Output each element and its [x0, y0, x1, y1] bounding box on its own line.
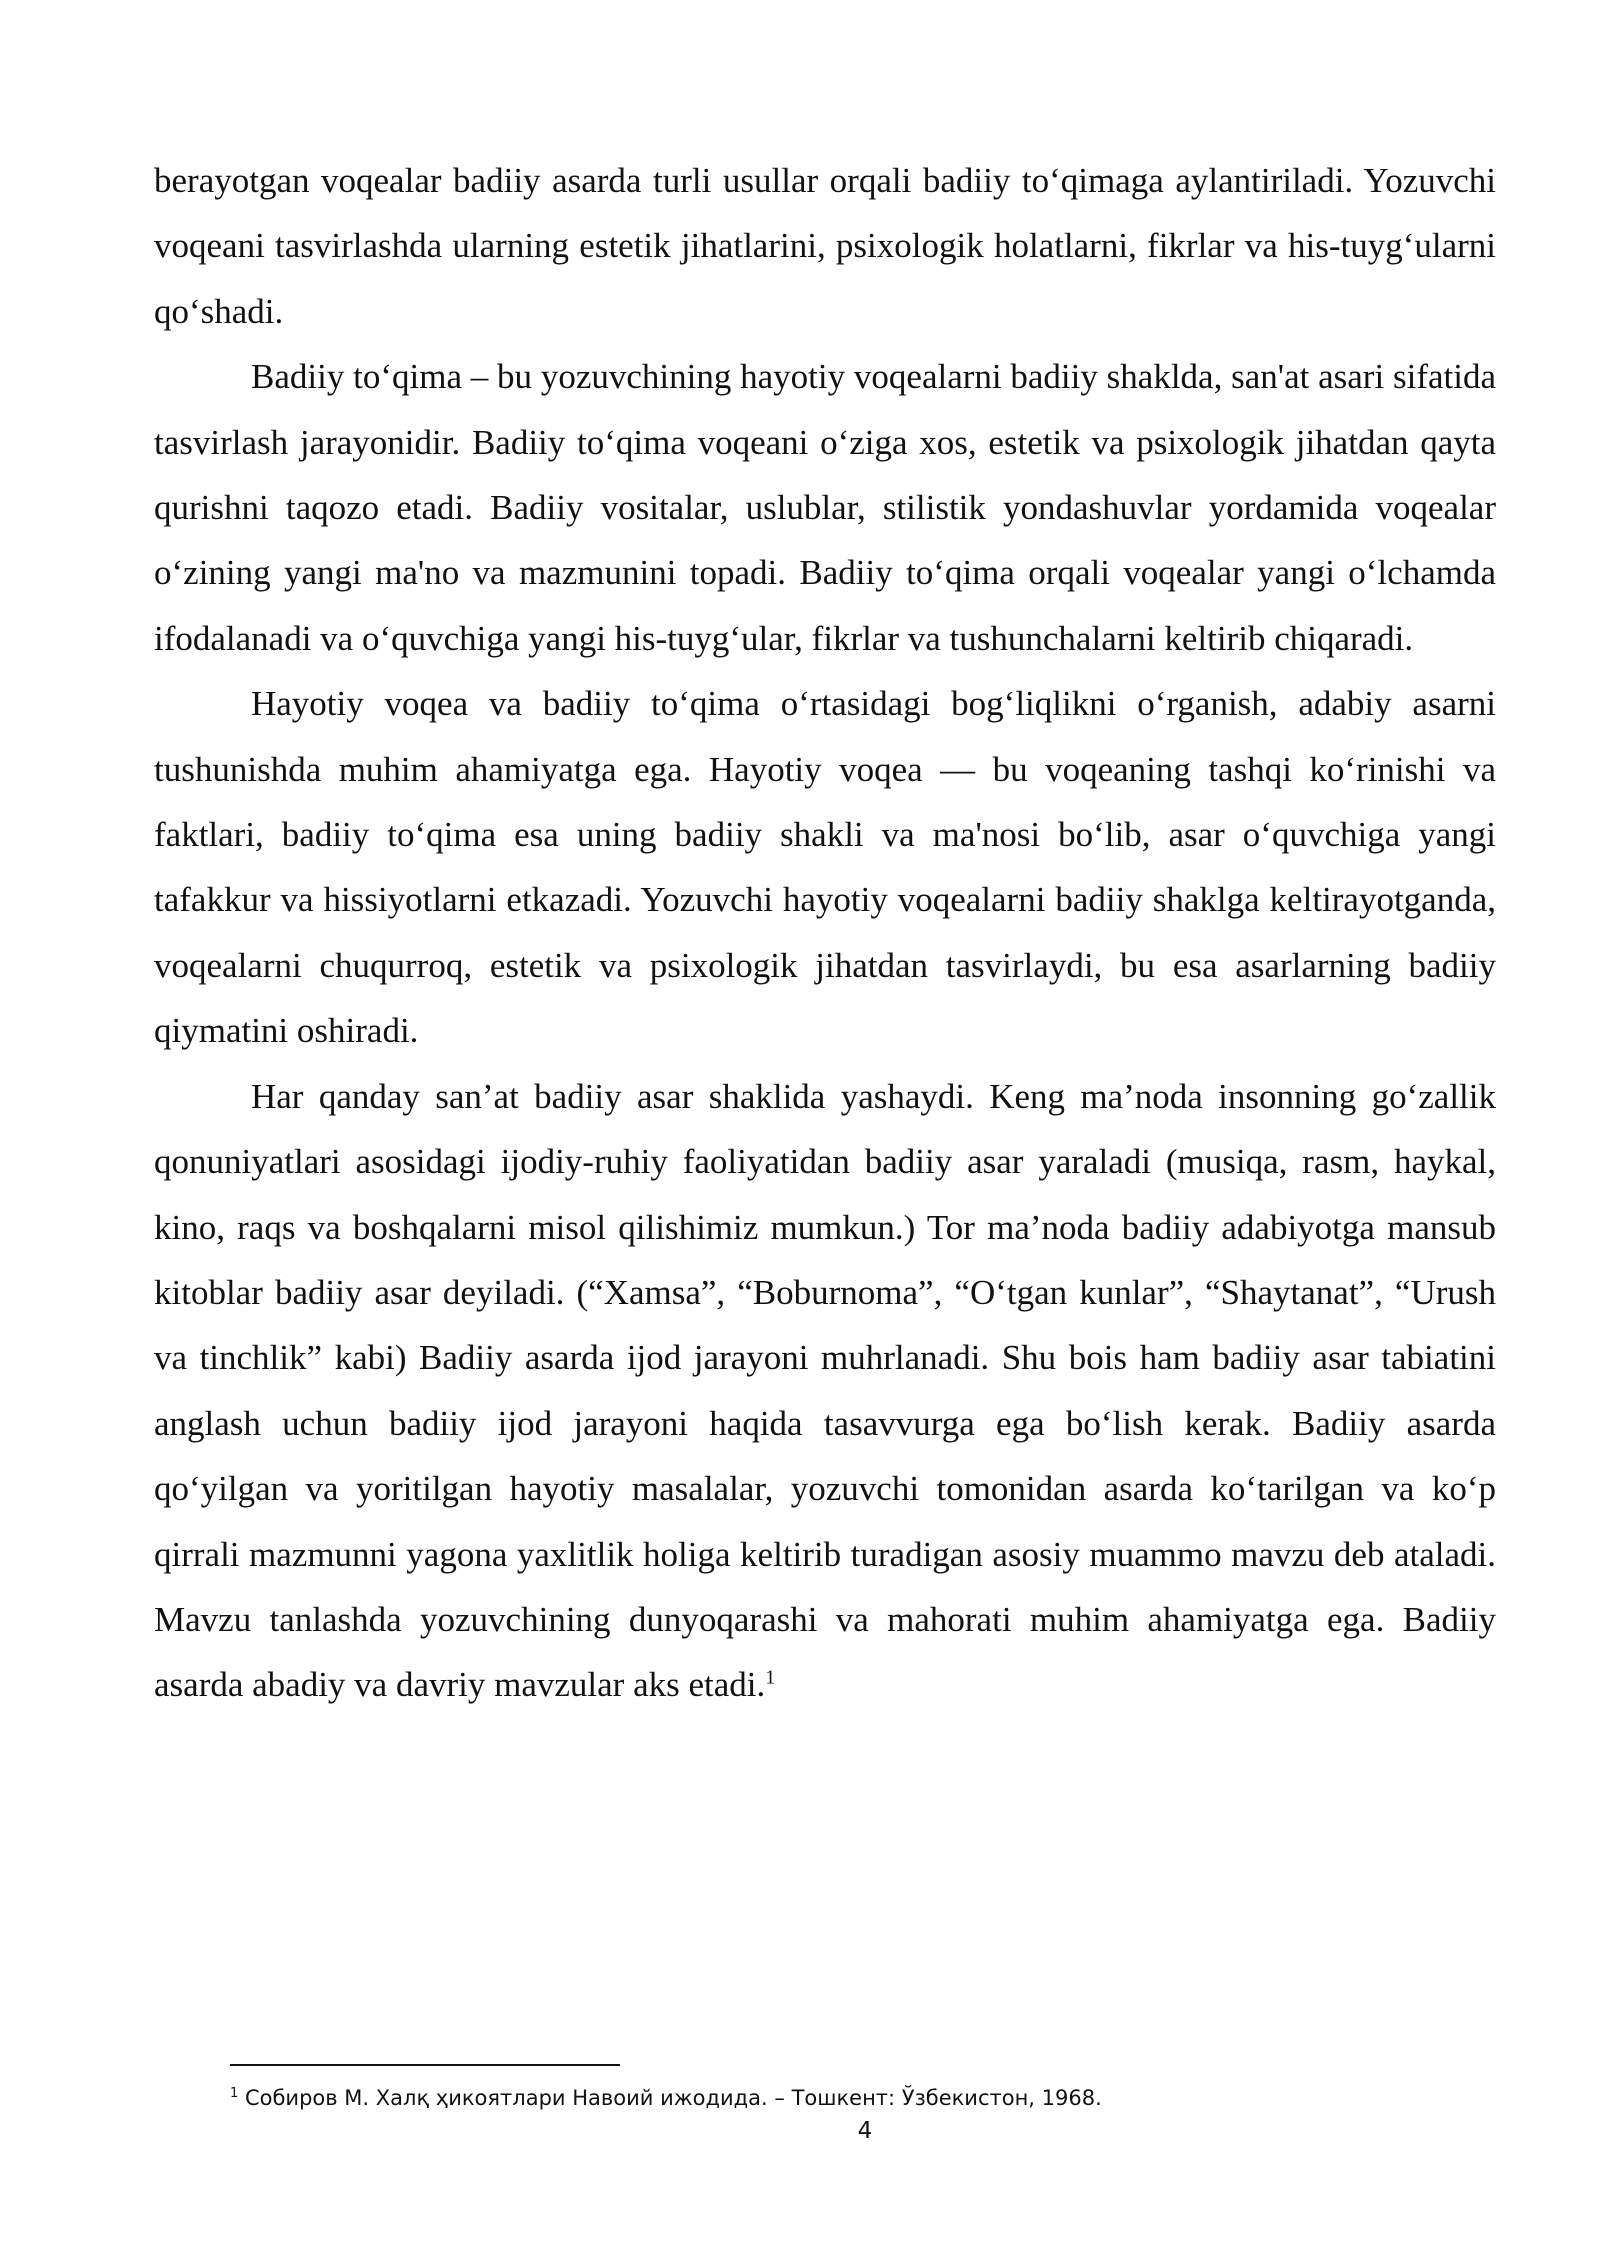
footnote-separator: [230, 2064, 620, 2066]
footnote-reference[interactable]: 1: [765, 1666, 776, 1689]
footnote-number: 1: [230, 2086, 239, 2101]
page-number: 4: [857, 2118, 873, 2144]
paragraph-continuation: berayotgan voqealar badiiy asarda turli usullar orqali badiiy to‘qimaga aylantiriladi. Yozuvchi voqeani tasvirlashda ularning estetik jihatlarini, psixologik holatlarni, fikrlar va his-tuyg‘ularni qo‘shadi.: [154, 161, 1496, 331]
paragraph-hayotiy-voqea: Hayotiy voqea va badiiy to‘qima o‘rtasidagi bog‘liqlikni o‘rganish, adabiy asarni tushunishda muhim ahamiyatga ega. Hayotiy voqea — bu voqeaning tashqi ko‘rinishi va faktlari, badiiy to‘qima esa uning badiiy shakli va ma'nosi bo‘lib, asar o‘quvchiga yangi tafakkur va hissiyotlarni etkazadi. Yozuvchi hayotiy voqealarni badiiy shaklga keltirayotganda, voqealarni chuqurroq, estetik va psixologik jihatdan tasvirlaydi, bu esa asarlarning badiiy qiymatini oshiradi.: [154, 684, 1496, 1051]
body-text: [154, 148, 1496, 1718]
paragraph-badiiy-toqima: Badiiy to‘qima – bu yozuvchining hayotiy voqealarni badiiy shaklda, san'at asari sifatida tasvirlash jarayonidir. Badiiy to‘qima voqeani o‘ziga xos, estetik va psixologik jihatdan qayta qurishni taqozo etadi. Badiiy vositalar, uslublar, stilistik yondashuvlar yordamida voqealar o‘zining yangi ma'no va mazmunini topadi. Badiiy to‘qima orqali voqealar yangi o‘lchamda ifodalanadi va o‘quvchiga yangi his-tuyg‘ular, fikrlar va tushunchalarni keltirib chiqaradi.: [154, 357, 1496, 658]
paragraph-badiiy-asar-text: Har qanday san’at badiiy asar shaklida yashaydi. Keng ma’noda insonning go‘zallik qonuniyatlari asosidagi ijodiy-ruhiy faoliyatidan badiiy asar yaraladi (musiqa, rasm, haykal, kino, raqs va boshqalarni misol qilishimiz mumkun.) Tor ma’noda badiiy adabiyotga mansub kitoblar badiiy asar deyiladi. (“Xamsa”, “Boburnoma”, “O‘tgan kunlar”, “Shaytanat”, “Urush va tinchlik” kabi) Badiiy asarda ijod jarayoni muhrlanadi. Shu bois ham badiiy asar tabiatini anglash uchun badiiy ijod jarayoni haqida tasavvurga ega bo‘lish kerak. Badiiy asarda qo‘yilgan va yoritilgan hayotiy masalalar, yozuvchi tomonidan asarda ko‘tarilgan va ko‘p qirrali mazmunni yagona yaxlitlik holiga keltirib turadigan asosiy muammo mavzu deb ataladi. Mavzu tanlashda yozuvchining dunyoqarashi va mahorati muhim ahamiyatga ega. Badiiy asarda abadiy va davriy mavzular aks etadi.: [154, 1076, 1496, 1705]
footnote-text: Собиров М. Халқ ҳикоятлари Навоий ижодида. – Тошкент: Ўзбекистон, 1968.: [238, 2086, 1102, 2110]
footnote: [230, 2083, 1430, 2113]
paragraph-badiiy-asar: [154, 1064, 1496, 1718]
